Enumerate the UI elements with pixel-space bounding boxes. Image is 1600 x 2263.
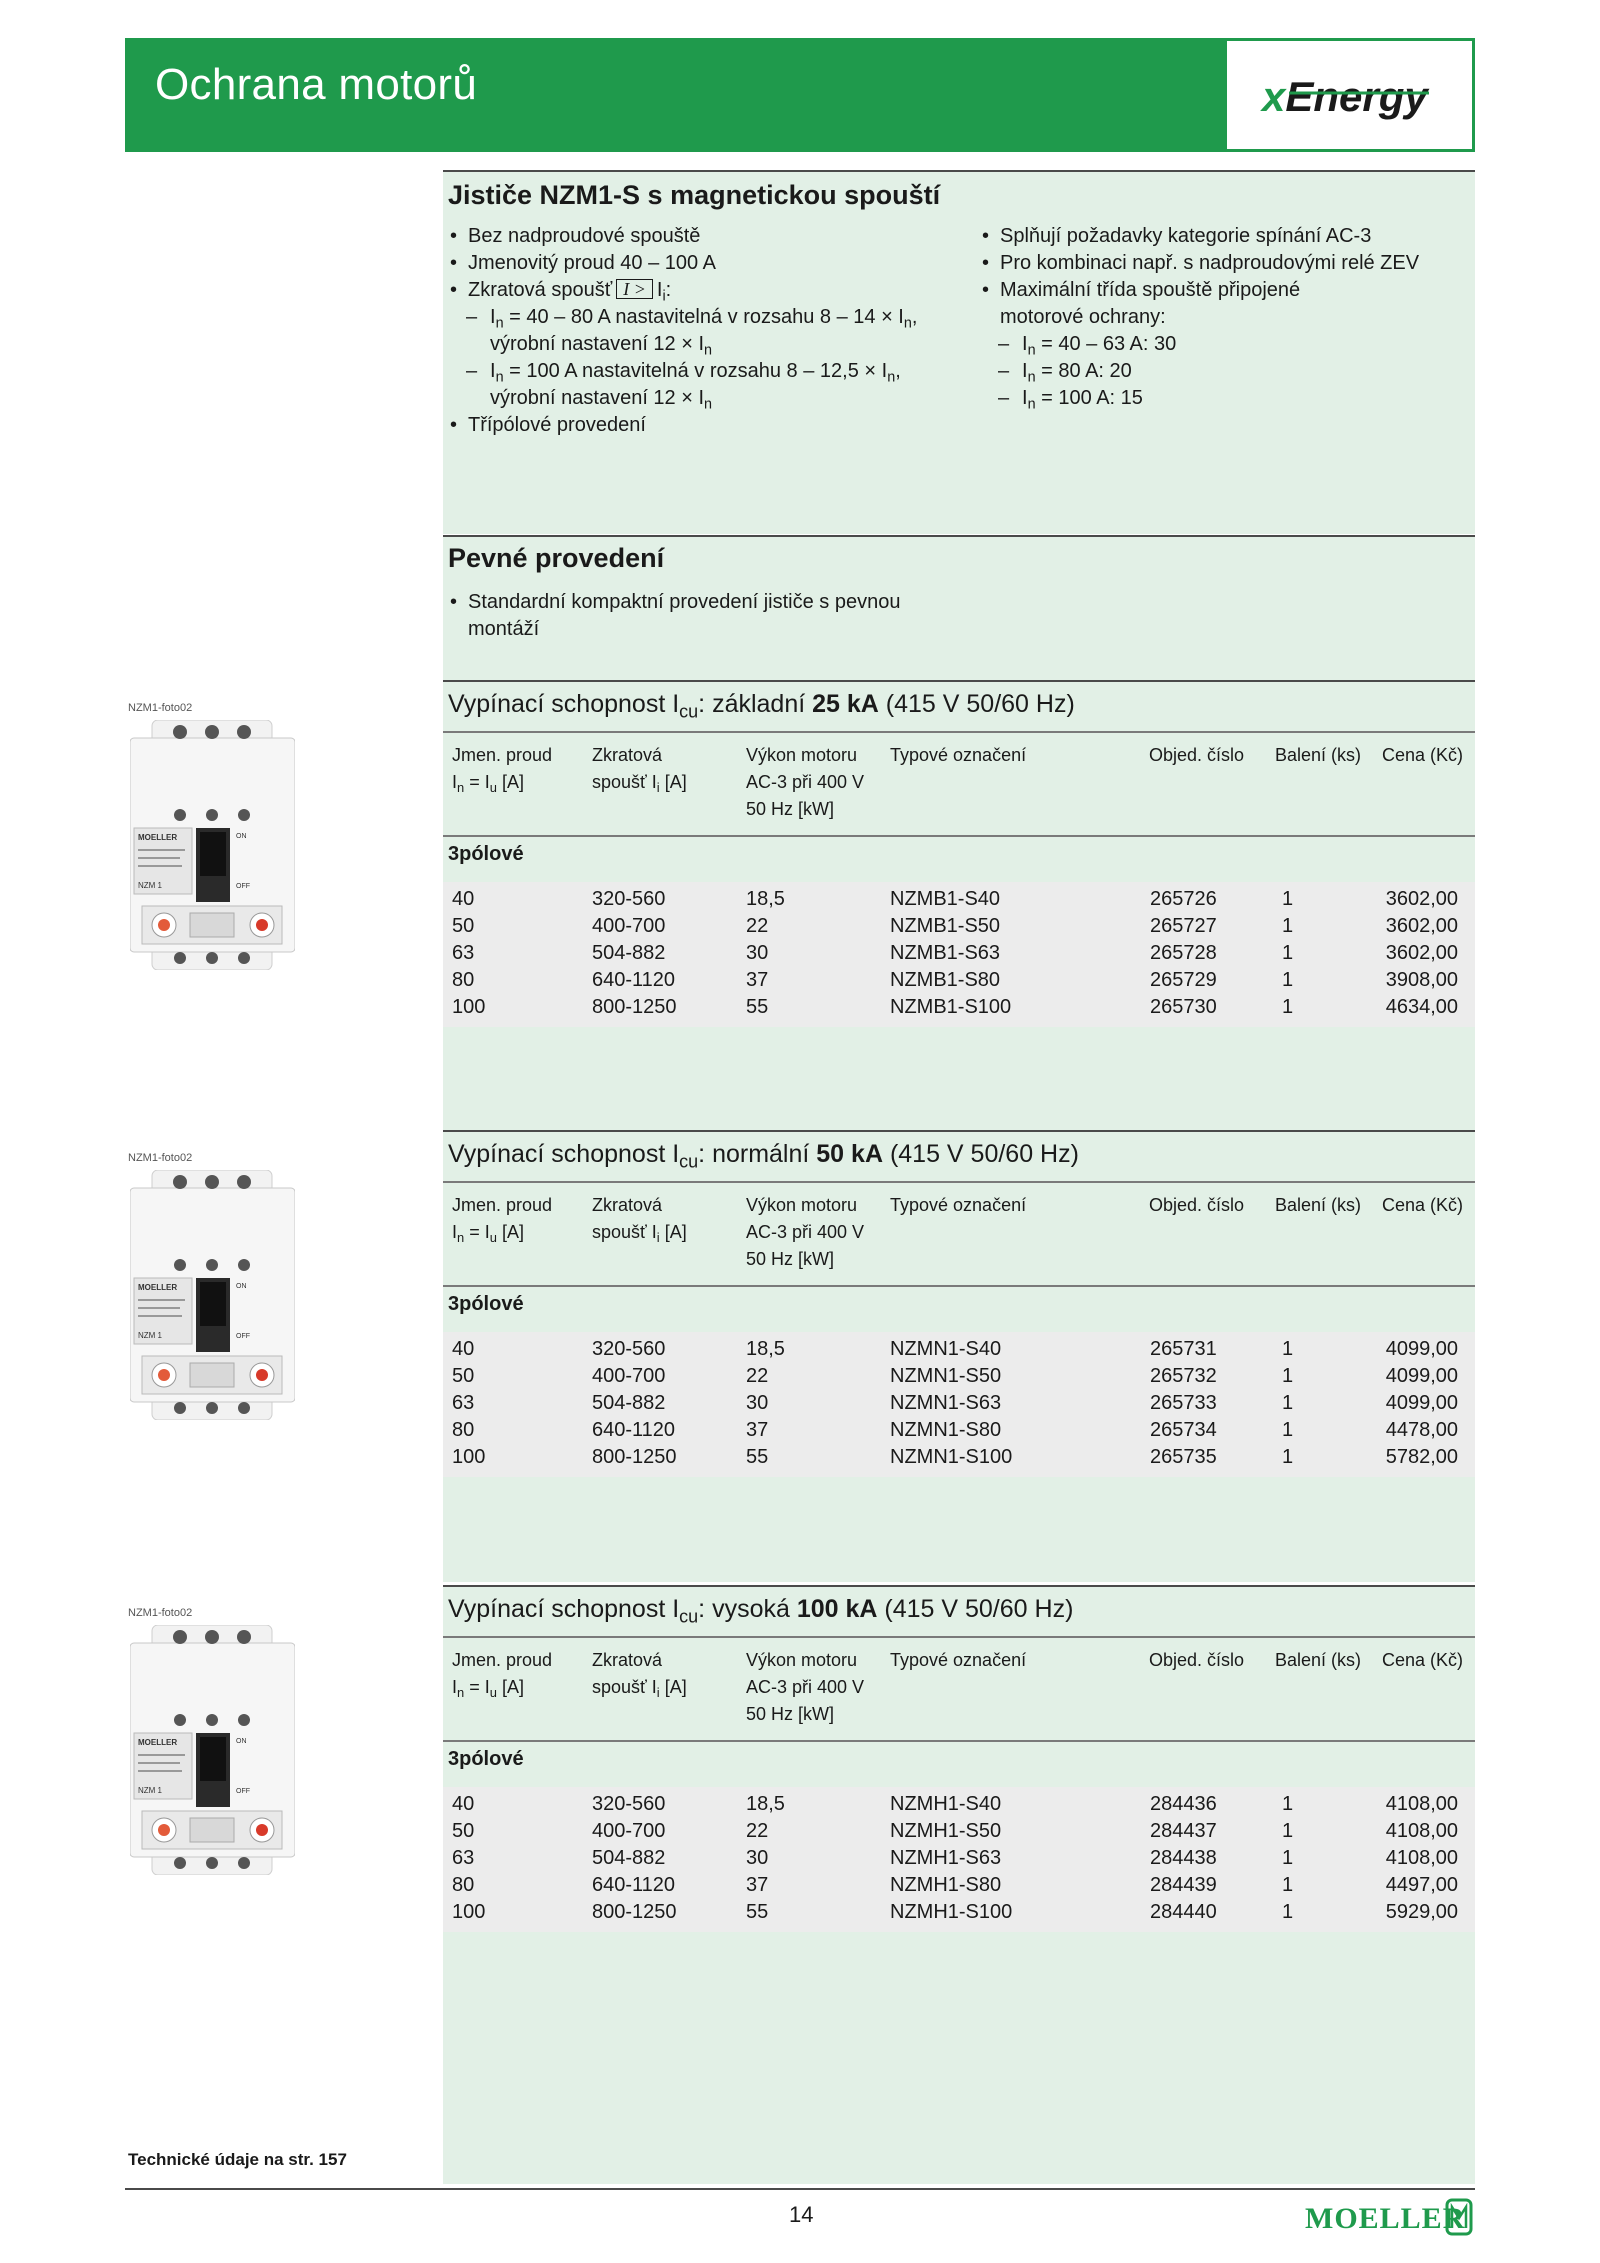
breaking-capacity-title: Vypínací schopnost $I_{cu}$: vysoká 100 kA (415 V 50/60 Hz): [448, 1595, 1074, 1627]
photo-label: NZM1-foto02: [128, 1607, 193, 1619]
fixed-title: Pevné provedení: [448, 543, 665, 573]
table-cell: 320-560: [592, 888, 666, 910]
table-cell: 100: [452, 1446, 486, 1468]
table-cell: 265727: [1150, 915, 1217, 937]
brand-rest: Energy: [1285, 73, 1428, 120]
photo-label: NZM1-foto02: [128, 1152, 193, 1164]
poles-label: 3pólové: [448, 843, 524, 865]
table-cell: 22: [746, 915, 769, 937]
table-body: [443, 882, 1475, 1027]
table-cell: 50: [452, 1820, 475, 1842]
table-cell: 55: [746, 1446, 769, 1468]
list-item: • Zkratová spoušť $I > I_i$:: [448, 277, 968, 304]
table-cell: 1: [1282, 1392, 1294, 1414]
table-cell: 80: [452, 1874, 475, 1896]
table-cell: 4099,00: [1385, 1365, 1458, 1387]
table-cell: 4099,00: [1385, 1392, 1458, 1414]
table-cell: 22: [746, 1365, 769, 1387]
moeller-logo: [1305, 2196, 1475, 2245]
list-item: • Třípólové provedení: [448, 412, 968, 439]
moeller-wordmark: MOELLER: [1305, 2202, 1466, 2235]
table-cell: 265735: [1150, 1446, 1217, 1468]
list-item: • Standardní kompaktní provedení jističe s pevnou: [448, 589, 968, 616]
table-cell: 80: [452, 969, 475, 991]
table-cell: 55: [746, 996, 769, 1018]
poles-label: 3pólové: [448, 1748, 524, 1770]
list-item: – $I_n = 80$ A: 20: [980, 358, 1460, 385]
fixed-list: [448, 589, 968, 643]
table-cell: 504-882: [592, 1392, 666, 1414]
xenergy-logo: [1227, 41, 1472, 149]
table-body: [443, 1787, 1475, 1932]
page-title: Ochrana motorů: [155, 60, 478, 109]
table-cell: 30: [746, 1847, 769, 1869]
table-cell: 63: [452, 942, 475, 964]
table-header: [448, 742, 1475, 826]
table-cell: 18,5: [746, 1338, 785, 1360]
table-row: [443, 967, 1475, 994]
table-cell: 800-1250: [592, 996, 677, 1018]
table-cell: 3908,00: [1385, 969, 1458, 991]
table-cell: 504-882: [592, 1847, 666, 1869]
table-cell: NZMN1-S100: [890, 1446, 1013, 1468]
table-rule: [443, 1740, 1475, 1742]
table-cell: 37: [746, 1874, 769, 1896]
table-cell: 1: [1282, 942, 1294, 964]
breaking-capacity-title: Vypínací schopnost $I_{cu}$: základní 25 kA (415 V 50/60 Hz): [448, 690, 1075, 722]
table-cell: NZMN1-S63: [890, 1392, 1002, 1414]
table-cell: 5782,00: [1385, 1446, 1458, 1468]
svg-text:NZM 1: NZM 1: [138, 881, 162, 890]
list-item: • Bez nadproudové spouště: [448, 223, 968, 250]
photo-label: NZM1-foto02: [128, 702, 193, 714]
svg-text:MOELLER: MOELLER: [138, 1738, 178, 1747]
table-cell: 265728: [1150, 942, 1217, 964]
table-cell: 1: [1282, 1338, 1294, 1360]
table-row: [443, 994, 1475, 1021]
table-cell: NZMH1-S80: [890, 1874, 1002, 1896]
table-row: [443, 1818, 1475, 1845]
poles-label: 3pólové: [448, 1293, 524, 1315]
table-cell: NZMN1-S80: [890, 1419, 1002, 1441]
table-cell: 1: [1282, 1820, 1294, 1842]
intro-right-list: [980, 223, 1460, 412]
svg-text:OFF: OFF: [236, 883, 250, 890]
table-cell: 640-1120: [592, 969, 676, 991]
table-cell: 4478,00: [1385, 1419, 1458, 1441]
col-pack: Balení (ks): [1275, 745, 1362, 765]
table-row: [443, 1444, 1475, 1471]
table-cell: 400-700: [592, 915, 666, 937]
table-cell: 63: [452, 1392, 475, 1414]
table-cell: NZMB1-S80: [890, 969, 1001, 991]
table-cell: 800-1250: [592, 1446, 677, 1468]
svg-text:xEnergy: [1260, 73, 1430, 120]
table-cell: 1: [1282, 996, 1294, 1018]
table-cell: 18,5: [746, 1793, 785, 1815]
list-item: • Splňují požadavky kategorie spínání AC-3: [980, 223, 1460, 250]
col-price: Cena (Kč): [1382, 1650, 1464, 1670]
table-rule: [443, 1636, 1475, 1638]
table-cell: 265726: [1150, 888, 1217, 910]
col-type: Typové označení: [890, 745, 1027, 765]
col-order-no: Objed. číslo: [1149, 1195, 1245, 1215]
table-cell: 640-1120: [592, 1419, 676, 1441]
header-band: [125, 38, 1475, 152]
svg-text:ON: ON: [236, 1738, 247, 1745]
footer-rule: [125, 2188, 1475, 2190]
intro-left-list: [448, 223, 968, 439]
circuit-breaker-image: [130, 1625, 295, 1875]
table-cell: 30: [746, 942, 769, 964]
table-cell: 5929,00: [1385, 1901, 1458, 1923]
list-item: • Jmenovitý proud 40 – 100 A: [448, 250, 968, 277]
col-price: Cena (Kč): [1382, 745, 1464, 765]
table-cell: 1: [1282, 1365, 1294, 1387]
table-cell: 100: [452, 996, 486, 1018]
col-motor-power: Výkon motoru AC-3 při 400 V 50 Hz [kW]: [746, 1650, 865, 1724]
table-cell: 80: [452, 1419, 475, 1441]
table-cell: NZMH1-S50: [890, 1820, 1002, 1842]
page-number: 14: [789, 2202, 814, 2227]
table-row: [443, 1417, 1475, 1444]
table-cell: 4497,00: [1385, 1874, 1458, 1896]
table-row: [443, 1336, 1475, 1363]
list-item: – $I_n = 100$ A nastavitelná v rozsahu $8 - 12,5 \times I_n$,: [448, 358, 968, 385]
table-cell: 3602,00: [1385, 915, 1458, 937]
table-row: [443, 1390, 1475, 1417]
table-cell: NZMB1-S40: [890, 888, 1001, 910]
breaking-capacity-title: Vypínací schopnost $I_{cu}$: normální 50 kA (415 V 50/60 Hz): [448, 1140, 1079, 1172]
table-cell: NZMB1-S100: [890, 996, 1012, 1018]
col-order-no: Objed. číslo: [1149, 745, 1245, 765]
table-cell: 265733: [1150, 1392, 1217, 1414]
table-cell: 284437: [1150, 1820, 1217, 1842]
circuit-breaker-image: [130, 720, 295, 970]
col-price: Cena (Kč): [1382, 1195, 1464, 1215]
table-rule: [443, 835, 1475, 837]
table-row: [443, 913, 1475, 940]
table-cell: 265731: [1150, 1338, 1217, 1360]
table-cell: 265734: [1150, 1419, 1217, 1441]
table-cell: 4634,00: [1385, 996, 1458, 1018]
col-pack: Balení (ks): [1275, 1650, 1362, 1670]
table-cell: 4108,00: [1385, 1847, 1458, 1869]
table-cell: 1: [1282, 1874, 1294, 1896]
table-cell: 1: [1282, 1446, 1294, 1468]
svg-text:MOELLER: MOELLER: [138, 833, 178, 842]
table-cell: 4108,00: [1385, 1820, 1458, 1842]
table-cell: 1: [1282, 1419, 1294, 1441]
tech-data-note: Technické údaje na str. 157: [128, 2150, 347, 2169]
table-cell: 40: [452, 1793, 475, 1815]
svg-text:ON: ON: [236, 1283, 247, 1290]
table-cell: 320-560: [592, 1338, 666, 1360]
col-rated-current: Jmen. proud $I_n = I_u$ [A]: [452, 1195, 553, 1245]
table-cell: 3602,00: [1385, 888, 1458, 910]
table-cell: 30: [746, 1392, 769, 1414]
table-cell: 37: [746, 969, 769, 991]
table-cell: 1: [1282, 1793, 1294, 1815]
table-cell: 640-1120: [592, 1874, 676, 1896]
table-body: [443, 1332, 1475, 1477]
list-item: výrobní nastavení $12 \times I_n$: [490, 387, 713, 413]
svg-text:ON: ON: [236, 833, 247, 840]
table-cell: NZMH1-S100: [890, 1901, 1013, 1923]
table-cell: 284440: [1150, 1901, 1217, 1923]
col-rated-current: Jmen. proud $I_n = I_u$ [A]: [452, 1650, 553, 1700]
table-row: [443, 1872, 1475, 1899]
svg-text:NZM 1: NZM 1: [138, 1331, 162, 1340]
table-cell: 400-700: [592, 1365, 666, 1387]
table-cell: 504-882: [592, 942, 666, 964]
table-row: [443, 940, 1475, 967]
table-cell: 40: [452, 888, 475, 910]
table-cell: 40: [452, 1338, 475, 1360]
table-cell: 18,5: [746, 888, 785, 910]
brand-x: x: [1262, 73, 1286, 120]
col-short-circuit-release: Zkratová spoušť $I_i$ [A]: [592, 745, 687, 795]
col-pack: Balení (ks): [1275, 1195, 1362, 1215]
svg-text:OFF: OFF: [236, 1333, 250, 1340]
table-row: [443, 1899, 1475, 1926]
table-row: [443, 886, 1475, 913]
brand-logo-box: [1227, 41, 1472, 149]
col-motor-power: Výkon motoru AC-3 při 400 V 50 Hz [kW]: [746, 745, 865, 819]
list-item: • Pro kombinaci např. s nadproudovými relé ZEV: [980, 250, 1460, 277]
instantaneous-trip-symbol: I >: [616, 279, 653, 299]
col-short-circuit-release: Zkratová spoušť $I_i$ [A]: [592, 1650, 687, 1700]
table-cell: NZMB1-S63: [890, 942, 1001, 964]
table-cell: 3602,00: [1385, 942, 1458, 964]
table-cell: 1: [1282, 888, 1294, 910]
table-cell: NZMH1-S63: [890, 1847, 1002, 1869]
table-cell: NZMN1-S50: [890, 1365, 1002, 1387]
col-motor-power: Výkon motoru AC-3 při 400 V 50 Hz [kW]: [746, 1195, 865, 1269]
table-cell: 284436: [1150, 1793, 1217, 1815]
table-cell: 1: [1282, 1901, 1294, 1923]
table-rule: [443, 731, 1475, 733]
table-cell: 265729: [1150, 969, 1217, 991]
table-cell: 50: [452, 915, 475, 937]
col-order-no: Objed. číslo: [1149, 1650, 1245, 1670]
table-rule: [443, 1285, 1475, 1287]
table-row: [443, 1791, 1475, 1818]
table-cell: NZMN1-S40: [890, 1338, 1002, 1360]
table-cell: 1: [1282, 1847, 1294, 1869]
table-cell: 800-1250: [592, 1901, 677, 1923]
table-cell: 63: [452, 1847, 475, 1869]
table-row: [443, 1845, 1475, 1872]
table-cell: 100: [452, 1901, 486, 1923]
svg-text:OFF: OFF: [236, 1788, 250, 1795]
table-cell: 50: [452, 1365, 475, 1387]
table-cell: 265730: [1150, 996, 1217, 1018]
table-cell: 1: [1282, 915, 1294, 937]
list-item: montáží: [468, 618, 540, 640]
table-cell: 4108,00: [1385, 1793, 1458, 1815]
table-cell: 284439: [1150, 1874, 1217, 1896]
list-item: – $I_n = 100$ A: 15: [980, 385, 1460, 412]
col-short-circuit-release: Zkratová spoušť $I_i$ [A]: [592, 1195, 687, 1245]
svg-text:MOELLER: MOELLER: [138, 1283, 178, 1292]
table-cell: 22: [746, 1820, 769, 1842]
list-item: – $I_n = 40 - 80$ A nastavitelná v rozsahu $8 - 14 \times I_n$,: [448, 304, 968, 331]
table-cell: 37: [746, 1419, 769, 1441]
table-header: [448, 1647, 1475, 1731]
table-cell: 284438: [1150, 1847, 1217, 1869]
table-cell: 400-700: [592, 1820, 666, 1842]
list-item: motorové ochrany:: [1000, 306, 1166, 328]
table-cell: NZMB1-S50: [890, 915, 1001, 937]
table-cell: 1: [1282, 969, 1294, 991]
table-rule: [443, 1181, 1475, 1183]
circuit-breaker-image: [130, 1170, 295, 1420]
list-item: – $I_n = 40 - 63$ A: 30: [980, 331, 1460, 358]
intro-title: Jističe NZM1-S s magnetickou spouští: [448, 180, 941, 210]
table-cell: 265732: [1150, 1365, 1217, 1387]
table-row: [443, 1363, 1475, 1390]
table-cell: 320-560: [592, 1793, 666, 1815]
svg-text:NZM 1: NZM 1: [138, 1786, 162, 1795]
col-type: Typové označení: [890, 1650, 1027, 1670]
table-header: [448, 1192, 1475, 1276]
list-item: • Maximální třída spouště připojené: [980, 277, 1460, 304]
table-cell: NZMH1-S40: [890, 1793, 1002, 1815]
list-item: výrobní nastavení $12 \times I_n$: [490, 333, 713, 359]
col-type: Typové označení: [890, 1195, 1027, 1215]
table-cell: 4099,00: [1385, 1338, 1458, 1360]
table-cell: 55: [746, 1901, 769, 1923]
col-rated-current: Jmen. proud $I_n = I_u$ [A]: [452, 745, 553, 795]
